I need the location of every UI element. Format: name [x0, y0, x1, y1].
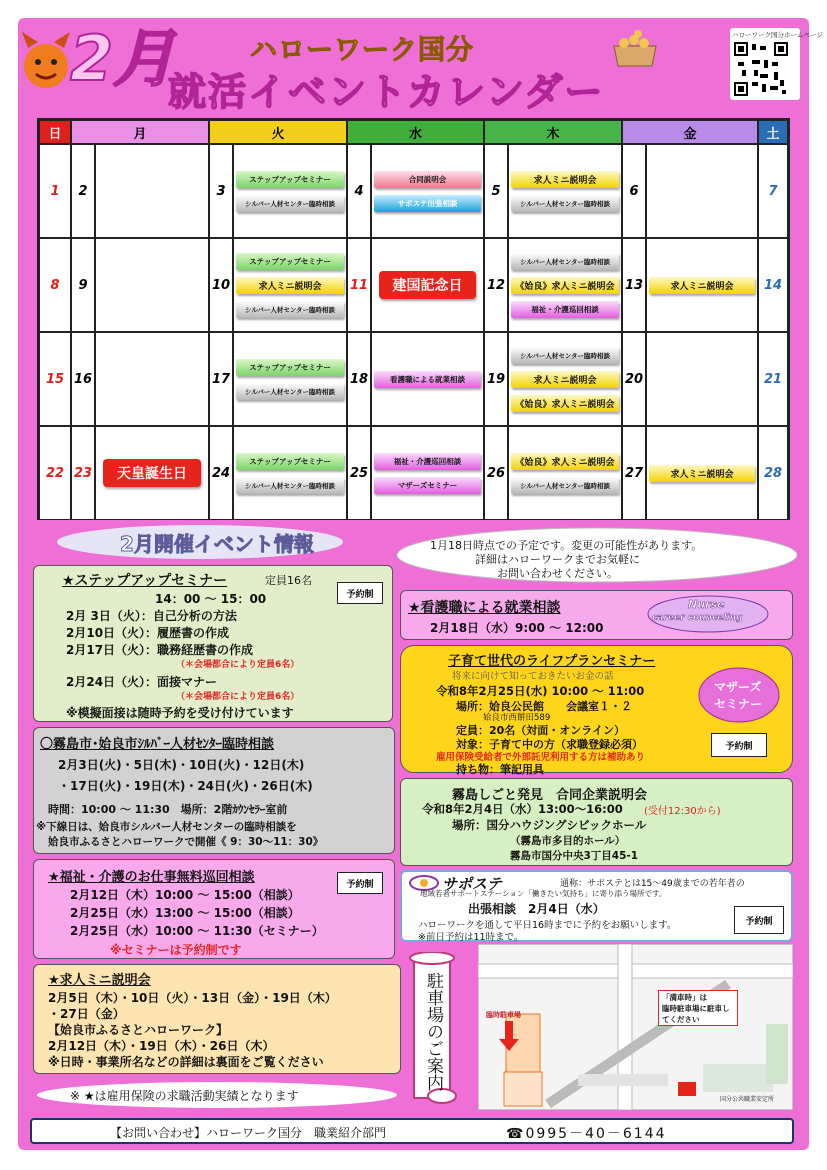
saposute-title: 出張相談 2月4日（水）	[468, 902, 605, 916]
kirishima-address: 霧島市国分中央3丁目45-1	[510, 850, 639, 862]
month-title: 2月	[70, 22, 176, 95]
calendar-event: 求人ミニ説明会	[236, 277, 344, 294]
mothers-badge-text: マザーズ	[714, 680, 762, 694]
day-cell-thu	[508, 426, 622, 520]
holiday-label: 天皇誕生日	[103, 459, 201, 487]
stepup-item: 2月 3日（火）：自己分析の方法	[66, 609, 237, 623]
parking-callout-text: 臨時駐車場に駐車し	[662, 1004, 730, 1013]
calendar-event: ステップアップセミナー	[236, 171, 344, 188]
welfare-item: 2月25日（水）13:00 ～ 15:00（相談）	[70, 906, 300, 920]
notice-line1: 1月18日時点での予定です。変更の可能性があります。	[430, 539, 703, 552]
qr-label: ハローワーク国分ホームページ	[732, 31, 823, 39]
mini-title: ★求人ミニ説明会	[48, 973, 151, 988]
date-fri: 27	[622, 426, 646, 520]
nurse-badge-text: career counceling	[652, 613, 743, 623]
silver-dates: 2月3日(火)・5日(木)・10日(火)・12日(木)	[58, 758, 305, 772]
date-thu: 19	[484, 332, 508, 426]
calendar-event: 《姶良》求人ミニ説明会	[511, 395, 619, 412]
stepup-item: 2月10日（火）：履歴書の作成	[66, 626, 230, 640]
kirishima-date: 令和8年2月4日（水）13:00～16:00	[422, 802, 623, 816]
date-fri: 13	[622, 238, 646, 332]
silver-time: 時間：10:00 ～ 11:30 場所：2階ｶｳﾝｾﾗｰ室前	[48, 803, 288, 816]
saposute-desc: 地域若者サポートステーション「働きたい気持ち」に寄り添う場所です。	[420, 889, 667, 898]
day-cell-tue	[233, 332, 347, 426]
life-address: 姶良市西餅田589	[483, 713, 551, 723]
stepup-reservation-badge: 予約制	[337, 582, 383, 604]
arrow-down-icon	[499, 1021, 519, 1051]
mascot-icon	[20, 30, 72, 90]
date-sun: 8	[39, 238, 71, 332]
parking-scroll	[402, 952, 462, 1104]
life-capacity: 定員：20名（対面・オンライン）	[456, 724, 625, 737]
weekday-header-thu: 木	[484, 120, 622, 144]
calendar-event: 《姶良》求人ミニ説明会	[511, 453, 619, 470]
calendar-event: 合同説明会	[374, 171, 481, 188]
saposute-body: ※前日予約は11時まで。	[418, 932, 524, 943]
date-wed: 4	[347, 144, 371, 238]
calendar-event: ステップアップセミナー	[236, 359, 344, 376]
notice-line3: お問い合わせください。	[497, 567, 618, 580]
parking-office-label: 国分公共職業安定所	[720, 1096, 775, 1103]
date-tue: 3	[209, 144, 233, 238]
date-mon: 23	[71, 426, 95, 520]
welfare-reservation-badge: 予約制	[337, 872, 383, 894]
welfare-note: ※セミナーは予約制です	[110, 943, 242, 957]
notice-line2: 詳細はハローワークまでお気軽に	[475, 553, 640, 566]
date-wed: 18	[347, 332, 371, 426]
life-note: 雇用保険受給者で外部託児利用する方は補助あり	[436, 752, 646, 763]
kirishima-place: 場所：国分ハウジングシビックホール	[452, 818, 647, 832]
date-sat: 28	[758, 426, 788, 520]
stepup-item: 2月24日（火）：面接マナー	[66, 675, 218, 689]
date-tue: 24	[209, 426, 233, 520]
calendar-event: 《姶良》求人ミニ説明会	[511, 277, 619, 294]
stepup-footer: ※模擬面接は随時予約を受け付けています	[66, 706, 294, 720]
date-mon: 16	[71, 332, 95, 426]
stepup-capacity: 定員16名	[265, 574, 312, 587]
mini-line: ※日時・事業所名などの詳細は裏面をご覧ください	[48, 1055, 324, 1069]
mini-line: 2月12日（木）・19日（木）・26日（木）	[48, 1039, 275, 1053]
office-title: ハローワーク国分	[250, 35, 474, 66]
kirishima-reception: (受付12:30から)	[644, 806, 721, 817]
stepup-title: ★ステップアップセミナー	[62, 573, 228, 589]
date-mon: 2	[71, 144, 95, 238]
bean-box-icon	[610, 30, 660, 68]
footnote: ※ ★は雇用保険の求職活動実績となります	[70, 1089, 299, 1103]
life-place: 場所：姶良公民館 会議室１・２	[456, 700, 632, 713]
silver-note: 姶良市ふるさとハローワークで開催《 9：30～11：30》	[48, 836, 324, 848]
calendar-event: シルバー人材センター臨時相談	[236, 477, 344, 494]
weekday-header-sun: 日	[39, 120, 71, 144]
mini-line: 【姶良市ふるさとハローワーク】	[48, 1023, 229, 1037]
qr-code[interactable]	[730, 28, 823, 100]
parking-label: 駐車場のご案内	[423, 972, 443, 1091]
date-thu: 5	[484, 144, 508, 238]
life-target: 対象：子育て中の方（求職登録必須）	[456, 738, 643, 751]
day-cell-mon	[95, 144, 209, 238]
calendar-event: 求人ミニ説明会	[649, 465, 755, 482]
calendar-event: 福祉・介護巡回相談	[511, 301, 619, 318]
info-heading: 2月開催イベント情報	[120, 532, 314, 556]
calendar-event: 福祉・介護巡回相談	[374, 453, 481, 470]
calendar-title: 就活イベントカレンダー	[168, 70, 605, 114]
life-subtitle: 将来に向けて知っておきたいお金の話	[452, 671, 614, 682]
kirishima-title: 霧島しごと発見 合同企業説明会	[452, 788, 648, 803]
date-sat: 21	[758, 332, 788, 426]
welfare-item: 2月25日（水）10:00 ～ 11:30（セミナー）	[70, 924, 324, 938]
calendar-event: シルバー人材センター臨時相談	[511, 477, 619, 494]
nurse-badge-text: Nurse	[688, 598, 725, 611]
parking-callout-text: 「満車時」は	[662, 993, 707, 1002]
date-sun: 1	[39, 144, 71, 238]
calendar-event: 看護職による就業相談	[374, 371, 481, 388]
stepup-note: （＊会場都合により定員6名）	[176, 692, 300, 702]
saposute-body: ハローワークを通して平日16時までに予約をお願いします。	[418, 920, 677, 931]
calendar-event: 求人ミニ説明会	[511, 171, 619, 188]
date-fri: 20	[622, 332, 646, 426]
weekday-header-wed: 水	[347, 120, 484, 144]
calendar-event: シルバー人材センター臨時相談	[511, 347, 619, 364]
saposute-reservation-badge: 予約制	[734, 906, 784, 934]
day-cell-tue	[233, 144, 347, 238]
day-cell-tue	[233, 426, 347, 520]
holiday-label: 建国記念日	[379, 271, 476, 299]
mini-line: 2月5日（木）・10日（火）・13日（金）・19日（木）	[48, 991, 337, 1005]
life-bring: 持ち物：筆記用具	[456, 763, 544, 776]
mothers-badge-text: セミナー	[714, 697, 763, 711]
stepup-note: （＊会場都合により定員6名）	[176, 660, 300, 670]
saposute-logo: サポステ	[442, 875, 502, 893]
stepup-item: 2月17日（火）：職務経歴書の作成	[66, 643, 254, 657]
life-reservation-badge: 予約制	[711, 733, 767, 757]
welfare-item: 2月12日（木）10:00 ～ 15:00（相談）	[70, 888, 300, 902]
day-cell-thu	[508, 144, 622, 238]
day-cell-mon	[95, 238, 209, 332]
date-thu: 12	[484, 238, 508, 332]
date-wed: 11	[347, 238, 371, 332]
weekday-header-mon: 月	[71, 120, 209, 144]
date-fri: 6	[622, 144, 646, 238]
qr-code-icon	[734, 42, 788, 96]
date-thu: 26	[484, 426, 508, 520]
silver-note: ※下線日は、姶良市シルバー人材センターの臨時相談を	[36, 821, 297, 833]
day-cell-fri	[646, 332, 758, 426]
welfare-title: ★福祉・介護のお仕事無料巡回相談	[48, 870, 255, 885]
calendar-event: シルバー人材センター臨時相談	[236, 301, 344, 318]
date-sun: 15	[39, 332, 71, 426]
life-date: 令和8年2月25日(水) 10:00 ～ 11:00	[436, 684, 645, 698]
date-sat: 7	[758, 144, 788, 238]
calendar-event: サポステ出張相談	[374, 195, 481, 212]
day-cell-wed	[371, 144, 484, 238]
date-sat: 14	[758, 238, 788, 332]
date-wed: 25	[347, 426, 371, 520]
day-cell-mon	[95, 332, 209, 426]
date-tue: 10	[209, 238, 233, 332]
calendar-event: シルバー人材センター臨時相談	[236, 195, 344, 212]
date-mon: 9	[71, 238, 95, 332]
saposute-desc: 通称：サポステとは15～49歳までの若年者の	[560, 879, 745, 889]
calendar-event: 求人ミニ説明会	[649, 277, 755, 294]
nurse-title: ★看護職による就業相談	[408, 600, 561, 616]
silver-dates: ・17日(火)・19日(木)・24日(火)・26日(木)	[58, 779, 313, 793]
parking-map[interactable]	[478, 944, 793, 1110]
calendar-event: ステップアップセミナー	[236, 253, 344, 270]
nurse-date: 2月18日（水）9:00 ～ 12:00	[430, 621, 604, 635]
day-cell-wed	[371, 426, 484, 520]
stepup-time: 14：00 ～ 15：00	[155, 592, 267, 606]
calendar-event: マザーズセミナー	[374, 477, 481, 494]
weekday-header-sat: 土	[758, 120, 788, 144]
date-tue: 17	[209, 332, 233, 426]
calendar-event: シルバー人材センター臨時相談	[236, 383, 344, 400]
life-title: 子育て世代のライフプランセミナー	[448, 654, 656, 669]
weekday-header-tue: 火	[209, 120, 347, 144]
date-sun: 22	[39, 426, 71, 520]
contact-label: 【お問い合わせ】ハローワーク国分 職業紹介部門	[110, 1126, 387, 1140]
calendar-event: シルバー人材センター臨時相談	[511, 195, 619, 212]
silver-title: 〇霧島市･姶良市ｼﾙﾊﾞｰ人材ｾﾝﾀｰ臨時相談	[40, 737, 275, 752]
calendar-event: 求人ミニ説明会	[511, 371, 619, 388]
kirishima-place2: （霧島市多目的ホール）	[510, 835, 626, 847]
parking-lot-label: 臨時駐車場	[486, 1011, 521, 1019]
calendar-event: シルバー人材センター臨時相談	[511, 253, 619, 270]
weekday-header-fri: 金	[622, 120, 758, 144]
day-cell-fri	[646, 144, 758, 238]
calendar-event: ステップアップセミナー	[236, 453, 344, 470]
mini-line: ・27日（金）	[48, 1007, 125, 1021]
event-calendar	[37, 118, 790, 520]
contact-phone[interactable]: ☎0995－40－6144	[506, 1126, 667, 1142]
parking-callout-text: てください	[662, 1015, 700, 1024]
